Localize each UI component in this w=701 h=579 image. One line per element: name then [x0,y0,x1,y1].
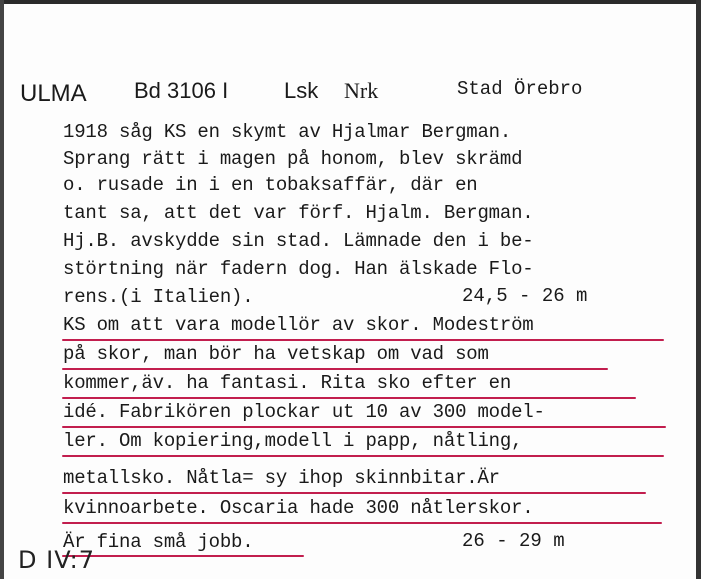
text-line: KS om att vara modellör av skor. Modeström [63,314,534,336]
volume-reference: Bd 3106 I [134,78,229,103]
location-label: Stad Örebro [457,78,583,100]
text-line: metallsko. Nåtla= sy ihop skinnbitar.Är [63,467,500,489]
text-line: Sprang rätt i magen på honom, blev skrämd [63,148,523,170]
underline [62,492,646,494]
text-line: kvinnoarbete. Oscaria hade 300 nåtlerskor. [63,497,534,519]
underline [62,339,664,341]
card-top-edge [0,0,701,4]
text-line: idé. Fabrikören plockar ut 10 av 300 model- [63,401,545,423]
bleed-through-ghost-text [20,14,690,74]
underline [62,397,636,399]
card-left-edge [0,0,4,579]
text-line: tant sa, att det var förf. Hjalm. Bergman. [63,202,534,224]
text-line: kommer,äv. ha fantasi. Rita sko efter en [63,372,512,394]
card-title: ULMA [20,80,87,107]
text-line: o. rusade in i en tobaksaffär, där en [63,174,478,196]
archive-shelf-mark: D IV:7 [18,546,96,574]
text-line: ler. Om kopiering,modell i papp, nåtling, [63,430,523,452]
lsk-label: Lsk [284,78,319,103]
text-line: på skor, man bör ha vetskap om vad som [63,343,489,365]
nrk-label: Nrk [344,78,379,103]
text-line: rens.(i Italien). [63,286,254,308]
tape-measure-range-1: 24,5 - 26 m [462,285,588,307]
underline [62,555,304,557]
underline [62,522,662,524]
text-line: störtning när fadern dog. Han älskade Flo- [63,258,534,280]
text-line: Hj.B. avskydde sin stad. Lämnade den i be- [63,230,534,252]
underline [62,455,664,457]
underline [62,368,608,370]
underline [62,426,666,428]
text-line: Är fina små jobb. [63,531,254,553]
card-right-edge [696,0,701,579]
tape-measure-range-2: 26 - 29 m [462,530,565,552]
text-line: 1918 såg KS en skymt av Hjalmar Bergman. [63,121,512,143]
